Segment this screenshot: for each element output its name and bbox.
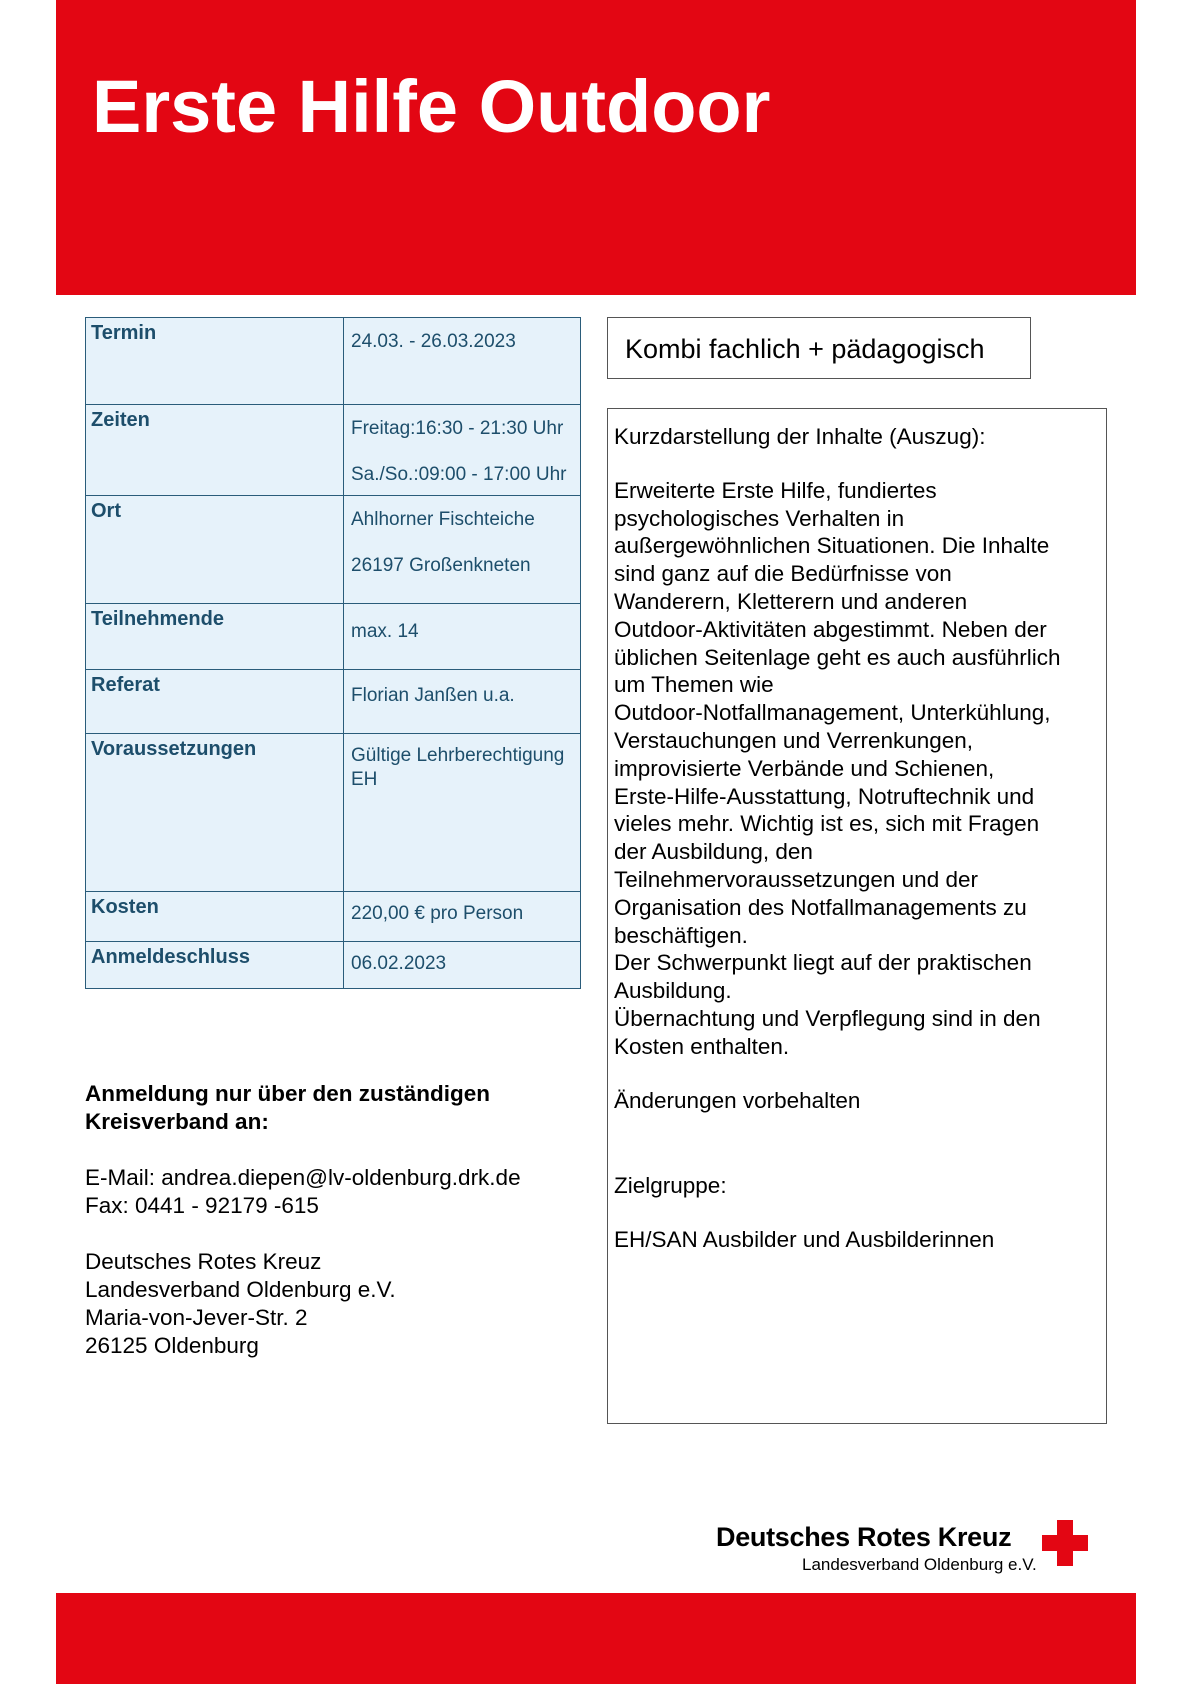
content-line: Teilnehmervoraussetzungen und der	[614, 866, 978, 892]
combo-text: Kombi fachlich + pädagogisch	[625, 334, 985, 364]
content-line: psychologisches Verhalten in	[614, 505, 905, 531]
contact-email[interactable]: E-Mail: andrea.diepen@lv-oldenburg.drk.de	[85, 1165, 521, 1190]
row-value	[344, 892, 581, 942]
content-line: um Themen wie	[614, 672, 774, 698]
row-label: Teilnehmende	[86, 604, 344, 670]
row-label: Anmeldeschluss	[86, 942, 344, 989]
contact-heading: Kreisverband an:	[85, 1109, 269, 1134]
row-value-line: Freitag:16:30 - 21:30 Uhr	[351, 418, 564, 439]
logo-name: Deutsches Rotes Kreuz	[716, 1522, 1012, 1552]
table-row	[86, 318, 581, 405]
content-line: Erste-Hilfe-Ausstattung, Notruftechnik und	[614, 783, 1035, 809]
table-row	[86, 892, 581, 942]
contact-org: Deutsches Rotes Kreuz	[85, 1249, 322, 1274]
course-info-table	[85, 317, 581, 989]
content-line: Der Schwerpunkt liegt auf der praktischen	[614, 950, 1032, 976]
content-body	[614, 477, 1100, 1061]
content-line: Erweiterte Erste Hilfe, fundiertes	[614, 477, 937, 503]
content-line: Übernachtung und Verpflegung sind in den	[614, 1005, 1041, 1031]
footer-band	[56, 1593, 1136, 1684]
content-line: Verstauchungen und Verrenkungen,	[614, 727, 974, 753]
content-description-box	[607, 408, 1107, 1424]
row-value	[344, 942, 581, 989]
row-label: Referat	[86, 670, 344, 734]
content-line: üblichen Seitenlage geht es auch ausführlich	[614, 644, 1061, 670]
contact-city: 26125 Oldenburg	[85, 1333, 259, 1358]
row-value-line: Florian Janßen u.a.	[351, 685, 515, 706]
row-value-line: 26197 Großenkneten	[351, 555, 531, 576]
logo-subtitle: Landesverband Oldenburg e.V.	[802, 1555, 1037, 1574]
table-row	[86, 734, 581, 892]
target-group-label: Zielgruppe:	[614, 1173, 727, 1199]
row-label: Ort	[86, 496, 344, 604]
row-value	[344, 604, 581, 670]
content-line: vieles mehr. Wichtig ist es, sich mit Fragen	[614, 811, 1040, 837]
row-value	[344, 670, 581, 734]
content-line: sind ganz auf die Bedürfnisse von	[614, 561, 952, 587]
table-row	[86, 496, 581, 604]
content-line: Outdoor-Notfallmanagement, Unterkühlung,	[614, 700, 1051, 726]
row-value-line: 24.03. - 26.03.2023	[351, 331, 516, 352]
page-title: Erste Hilfe Outdoor	[92, 65, 771, 148]
row-value-line: Gültige Lehrberechtigung	[351, 745, 565, 766]
row-value-line: 220,00 € pro Person	[351, 903, 524, 924]
content-line: Wanderern, Kletterern und anderen	[614, 588, 968, 614]
combo-box	[607, 317, 1031, 379]
row-value-line: 06.02.2023	[351, 953, 447, 974]
row-value	[344, 318, 581, 405]
content-line: außergewöhnlichen Situationen. Die Inhalte	[614, 533, 1050, 559]
contact-fax: Fax: 0441 - 92179 -615	[85, 1193, 319, 1218]
row-label: Zeiten	[86, 405, 344, 496]
row-value	[344, 405, 581, 496]
table-row	[86, 604, 581, 670]
contact-org: Landesverband Oldenburg e.V.	[85, 1277, 396, 1302]
table-row	[86, 670, 581, 734]
content-line: Ausbildung.	[614, 978, 732, 1004]
content-line: beschäftigen.	[614, 922, 748, 948]
table-row	[86, 405, 581, 496]
content-line: Organisation des Notfallmanagements zu	[614, 894, 1027, 920]
content-heading: Kurzdarstellung der Inhalte (Auszug):	[614, 424, 986, 449]
table-row	[86, 942, 581, 989]
content-line: Outdoor-Aktivitäten abgestimmt. Neben der	[614, 616, 1047, 642]
content-line: der Ausbildung, den	[614, 839, 813, 865]
row-label: Kosten	[86, 892, 344, 942]
row-value	[344, 734, 581, 892]
content-line: Kosten enthalten.	[614, 1033, 790, 1059]
target-group-value: EH/SAN Ausbilder und Ausbilderinnen	[614, 1227, 995, 1253]
row-value-line: Ahlhorner Fischteiche	[351, 509, 535, 530]
contact-block	[85, 1080, 605, 1360]
content-line: improvisierte Verbände und Schienen,	[614, 755, 995, 781]
row-value-line: max. 14	[351, 621, 419, 642]
contact-street: Maria-von-Jever-Str. 2	[85, 1305, 308, 1330]
row-value	[344, 496, 581, 604]
red-cross-icon	[1042, 1520, 1088, 1566]
row-value-line: EH	[351, 769, 378, 790]
drk-logo	[716, 1520, 1136, 1580]
row-value-line: Sa./So.:09:00 - 17:00 Uhr	[351, 464, 567, 485]
changes-note: Änderungen vorbehalten	[614, 1087, 861, 1113]
row-label: Voraussetzungen	[86, 734, 344, 892]
row-label: Termin	[86, 318, 344, 405]
contact-heading: Anmeldung nur über den zuständigen	[85, 1081, 490, 1106]
